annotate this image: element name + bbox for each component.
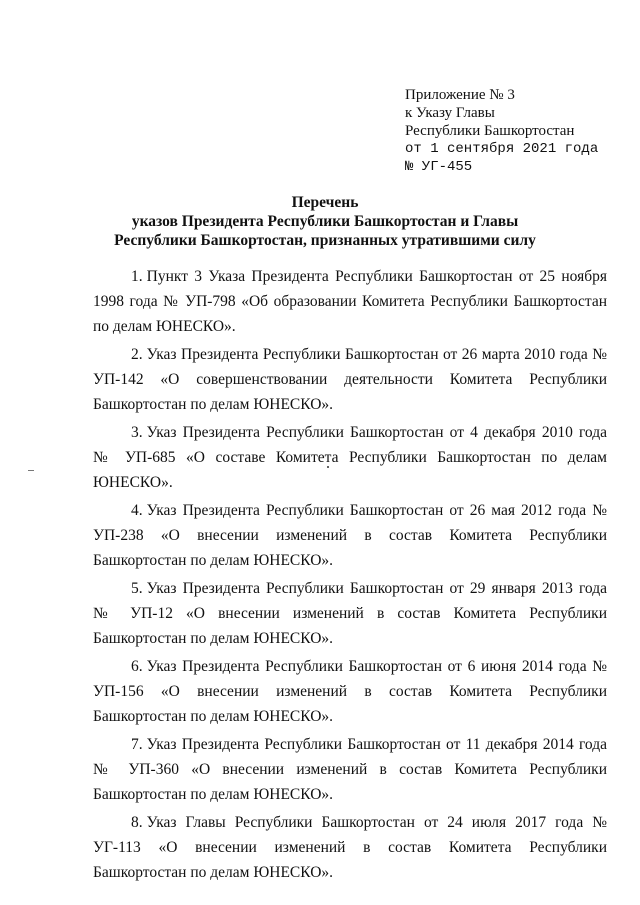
item-text: Указ Президента Республики Башкортостан от 11 декабря 2014 года № УП-360 «О внесении изменений в состав Комитета Республики Башкортостан по делам ЮНЕСКО». (93, 736, 607, 803)
scan-artifact (28, 470, 34, 471)
item-text: Указ Главы Республики Башкортостан от 24 июля 2017 года № УГ-113 «О внесении изменений в состав Комитета Республики Башкортостан по делам ЮНЕСКО». (93, 814, 607, 881)
appendix-title: Приложение № 3 (405, 87, 515, 103)
appendix-decree-ref: к Указу Главы (405, 105, 495, 121)
decree-list (93, 264, 607, 888)
item-number: 2. (131, 346, 143, 363)
item-number: 4. (131, 502, 143, 519)
item-number: 6. (131, 658, 143, 675)
item-text: Указ Президента Республики Башкортостан от 6 июня 2014 года № УП-156 «О внесении изменений в состав Комитета Республики Башкортостан по делам ЮНЕСКО». (93, 658, 607, 725)
item-number: 7. (131, 736, 143, 753)
item-text: Указ Президента Республики Башкортостан от 26 марта 2010 года № УП-142 «О совершенствовании деятельности Комитета Республики Башкортостан по делам ЮНЕСКО». (93, 346, 607, 413)
list-item (93, 498, 607, 573)
heading-subtitle-line1: указов Президента Республики Башкортостан и Главы (131, 213, 519, 230)
appendix-republic: Республики Башкортостан (405, 123, 575, 139)
list-item (93, 810, 607, 885)
heading-title: Перечень (291, 194, 359, 211)
heading-subtitle-line2: Республики Башкортостан, признанных утратившими силу (114, 232, 536, 249)
item-text: Пункт 3 Указа Президента Республики Башкортостан от 25 ноября 1998 года № УП-798 «Об образовании Комитета Республики Башкортостан по делам ЮНЕСКО». (93, 268, 607, 335)
list-item (93, 732, 607, 807)
list-item (93, 654, 607, 729)
item-number: 3. (131, 424, 143, 441)
appendix-block (405, 86, 620, 176)
item-number: 5. (131, 580, 143, 597)
list-item (93, 576, 607, 651)
list-item (93, 264, 607, 339)
item-number: 1. (131, 268, 143, 285)
list-item (93, 342, 607, 417)
appendix-date: от 1 сентября 2021 года (405, 141, 599, 157)
item-text: Указ Президента Республики Башкортостан от 29 января 2013 года № УП-12 «О внесении изменений в состав Комитета Республики Башкортостан по делам ЮНЕСКО». (93, 580, 607, 647)
scan-artifact (327, 466, 329, 468)
item-number: 8. (131, 814, 143, 831)
item-text: Указ Президента Республики Башкортостан от 4 декабря 2010 года № УП-685 «О составе Комитета Республики Башкортостан по делам ЮНЕСКО». (93, 424, 607, 491)
list-item (93, 420, 607, 495)
item-text: Указ Президента Республики Башкортостан от 26 мая 2012 года № УП-238 «О внесении изменений в состав Комитета Республики Башкортостан по делам ЮНЕСКО». (93, 502, 607, 569)
document-heading (90, 193, 560, 250)
appendix-number: № УГ-455 (405, 159, 473, 175)
